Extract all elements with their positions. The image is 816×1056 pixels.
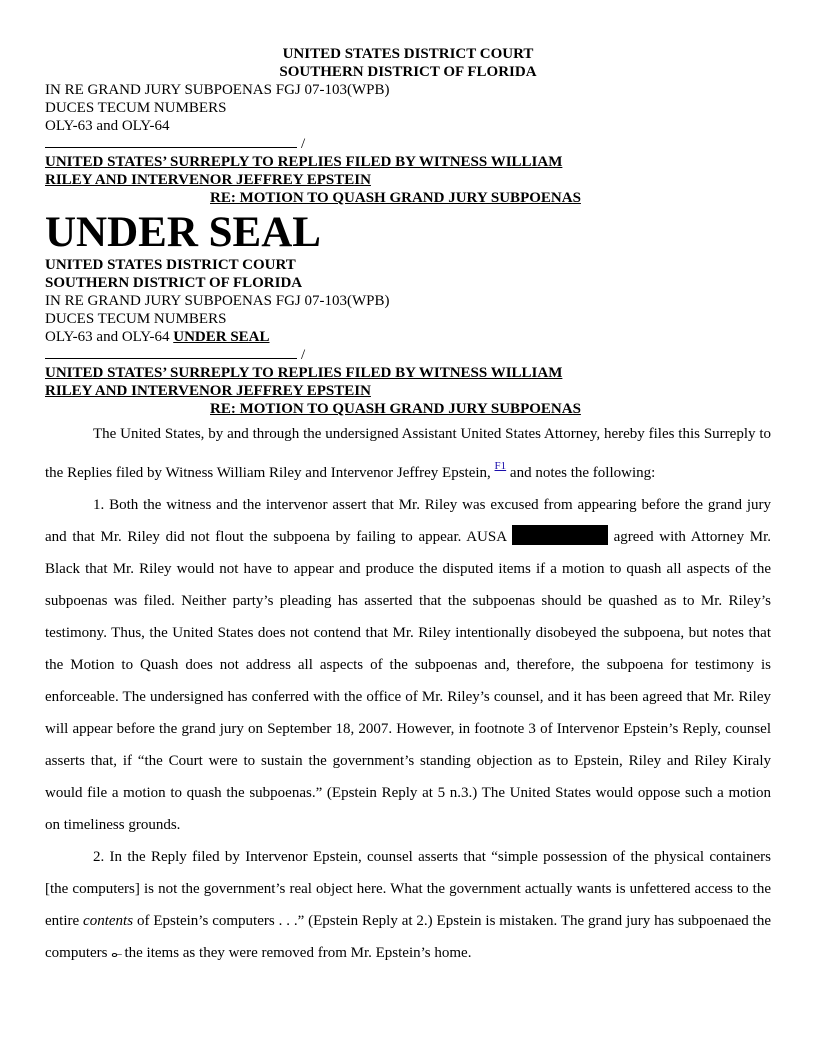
case-line-2-2: DUCES TECUM NUMBERS — [45, 311, 227, 327]
paragraph-2-text: 2. In the Reply filed by Intervenor Epstein, counsel asserts that “simple possession of the physical containers [the computers] is not the government’s real object here. What the government actually wants is unfettered access to the entire — [45, 849, 771, 929]
court-name: UNITED STATES DISTRICT COURT — [282, 46, 534, 62]
under-seal-heading: UNDER SEAL — [45, 209, 321, 256]
case-line-2: DUCES TECUM NUMBERS — [45, 100, 227, 116]
caption-block-2 — [45, 256, 771, 418]
separator-line — [45, 136, 297, 148]
court-name-2: UNITED STATES DISTRICT COURT — [45, 257, 296, 273]
intro-paragraph — [45, 418, 771, 489]
intro-text: The United States, by and through the undersigned Assistant United States Attorney, hereby files this Surreply to the Replies filed by Witness William Riley and Intervenor Jeffrey Epstein, — [45, 426, 771, 481]
case-number-text: OLY-63 and OLY-64 — [45, 329, 174, 345]
case-line-1: IN RE GRAND JURY SUBPOENAS FGJ 07-103(WPB) — [45, 82, 390, 98]
district-name-2: SOUTHERN DISTRICT OF FLORIDA — [45, 275, 303, 291]
under-seal-inline: UNDER SEAL — [173, 329, 270, 345]
footnote-link[interactable]: F1 — [494, 460, 507, 472]
document-title-line-1-2: UNITED STATES’ SURREPLY TO REPLIES FILED BY WITNESS WILLIAM — [45, 365, 563, 381]
garbled-glyph: ⴰ– — [111, 949, 121, 960]
redaction-box — [512, 525, 608, 545]
separator-slash-2: / — [301, 347, 306, 363]
separator-slash: / — [301, 136, 306, 152]
paragraph-2-text-end: the items as they were removed from Mr. Epstein’s home. — [124, 945, 472, 961]
intro-text-end: and notes the following: — [509, 465, 656, 481]
document-title-line-2: RILEY AND INTERVENOR JEFFREY EPSTEIN — [45, 172, 371, 188]
case-line-3-2 — [45, 328, 771, 346]
document-title-line-3-2: RE: MOTION TO QUASH GRAND JURY SUBPOENAS — [210, 401, 581, 417]
paragraph-2-text-cont: of Epstein’s computers . . .” (Epstein Reply at 2.) Epstein is mistaken. The grand jury has subpoenaed the computers — [45, 913, 772, 961]
district-name: SOUTHERN DISTRICT OF FLORIDA — [279, 64, 537, 80]
paragraph-1-text-cont: agreed with Attorney Mr. Black that Mr. Riley would not have to appear and produce the disputed items if a motion to quash all aspects of the subpoenas was filed. Neither party’s pleading has asserted that the subpoenas should be quashed as to Mr. Riley’s testimony. Thus, the United States does not contend that Mr. Riley intentionally disobeyed the subpoena, but notes that the Motion to Quash does not address all aspects of the subpoenas and, therefore, the subpoena for testimony is enforceable. The undersigned has conferred with the office of Mr. Riley’s counsel, and it has been agreed that Mr. Riley will appear before the grand jury on September 18, 2007. However, in footnote 3 of Intervenor Epstein’s Reply, counsel asserts that, if “the Court were to sustain the government’s standing objection as to Epstein, Riley and Riley Kiraly would file a motion to quash the subpoenas.” (Epstein Reply at 5 n.3.) The United States would oppose such a motion on timeliness grounds. — [45, 529, 772, 833]
under-seal-banner — [45, 210, 771, 256]
paragraph-2 — [45, 841, 771, 971]
body-text — [45, 418, 771, 971]
document-title-line-1: UNITED STATES’ SURREPLY TO REPLIES FILED BY WITNESS WILLIAM — [45, 154, 563, 170]
case-line-1-2: IN RE GRAND JURY SUBPOENAS FGJ 07-103(WPB) — [45, 293, 390, 309]
separator-line-2 — [45, 347, 297, 359]
caption-block-1 — [45, 45, 771, 207]
caption-separator — [45, 135, 771, 153]
case-line-3: OLY-63 and OLY-64 — [45, 118, 170, 134]
emphasis-contents: contents — [83, 913, 134, 929]
document-title-line-2-2: RILEY AND INTERVENOR JEFFREY EPSTEIN — [45, 383, 371, 399]
document-title-line-3: RE: MOTION TO QUASH GRAND JURY SUBPOENAS — [210, 190, 581, 206]
paragraph-1-text: 1. Both the witness and the intervenor assert that Mr. Riley was excused from appearing before the grand jury and that Mr. Riley did not flout the subpoena by failing to appear. AUSA — [45, 497, 771, 545]
paragraph-1 — [45, 489, 771, 841]
caption-separator-2 — [45, 346, 771, 364]
